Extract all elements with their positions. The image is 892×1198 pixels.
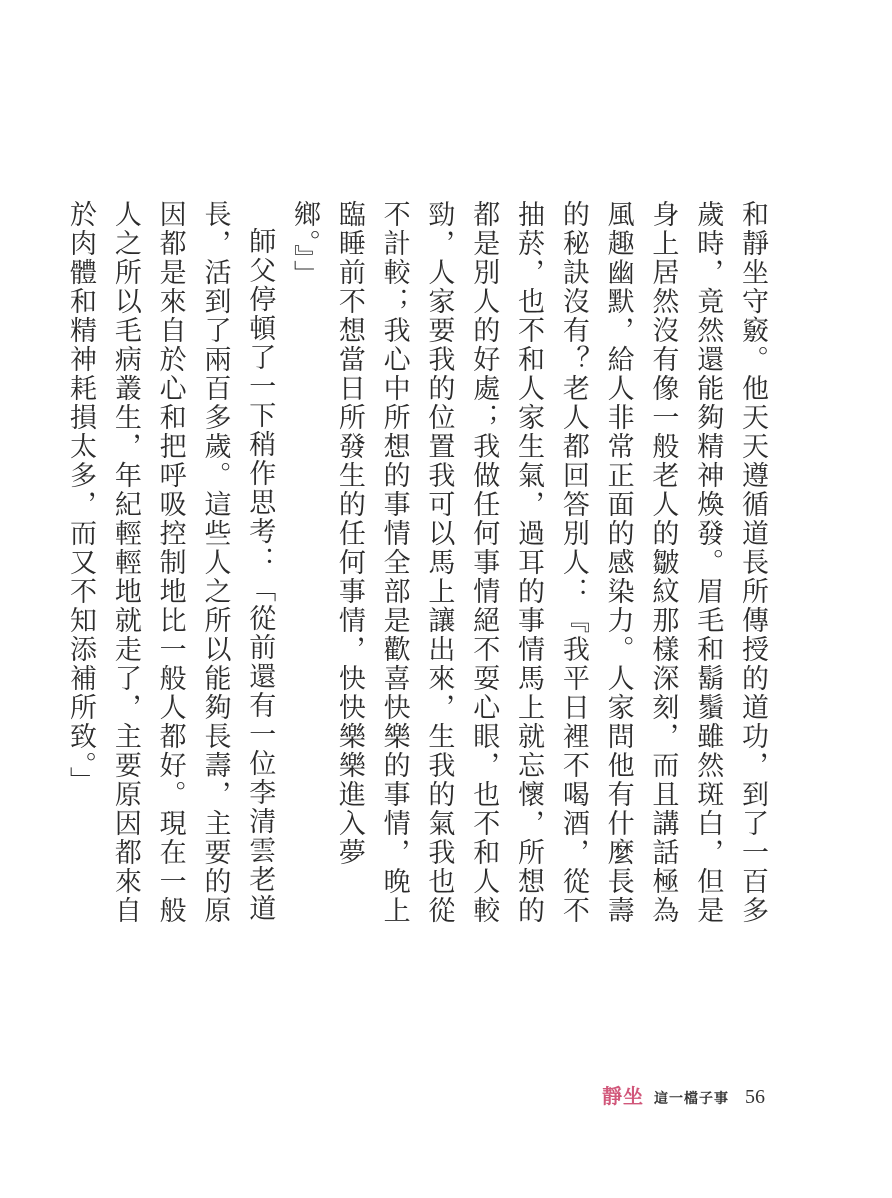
paragraph-1: 和靜坐守竅。他天天遵循道長所傳授的道功，到了一百多歲時，竟然還能夠精神煥發。眉毛和鬍鬚雖然斑白，但是身上居然沒有像一般老人的皺紋那樣深刻，而且講話極為風趣幽默，給人非常正面的感染力。人家問他有什麼長壽的秘訣沒有？老人都回答別人：『我平日裡不喝酒，從不抽菸，也不和人家生氣，過耳的事情馬上就忘懷，所想的都是別人的好處；我做任何事情絕不耍心眼，也不和人較勁，人家要我的位置我可以馬上讓出來，生我的氣我也從不計較；我心中所想的事情全部是歡喜快樂的事情，晚上臨睡前不想當日所發生的任何事情，快快樂樂進入夢鄉。』」 (289, 200, 768, 925)
vertical-text-body (65, 200, 774, 940)
page-number: 56 (745, 1086, 765, 1108)
paragraph-2: 師父停頓了一下稍作思考：「從前還有一位李清雲老道長，活到了兩百多歲。這些人之所以能夠長壽，主要的原因都是來自於心和把呼吸控制地比一般人都好。現在一般人之所以毛病叢生，年紀輕輕地就走了，主要原因都來自於肉體和精神耗損太多，而又不知添補所致。」 (65, 200, 276, 925)
page-footer (602, 1080, 765, 1114)
book-title-brand: 靜坐 (602, 1084, 644, 1108)
book-subtitle: 這一檔子事 (654, 1091, 729, 1107)
